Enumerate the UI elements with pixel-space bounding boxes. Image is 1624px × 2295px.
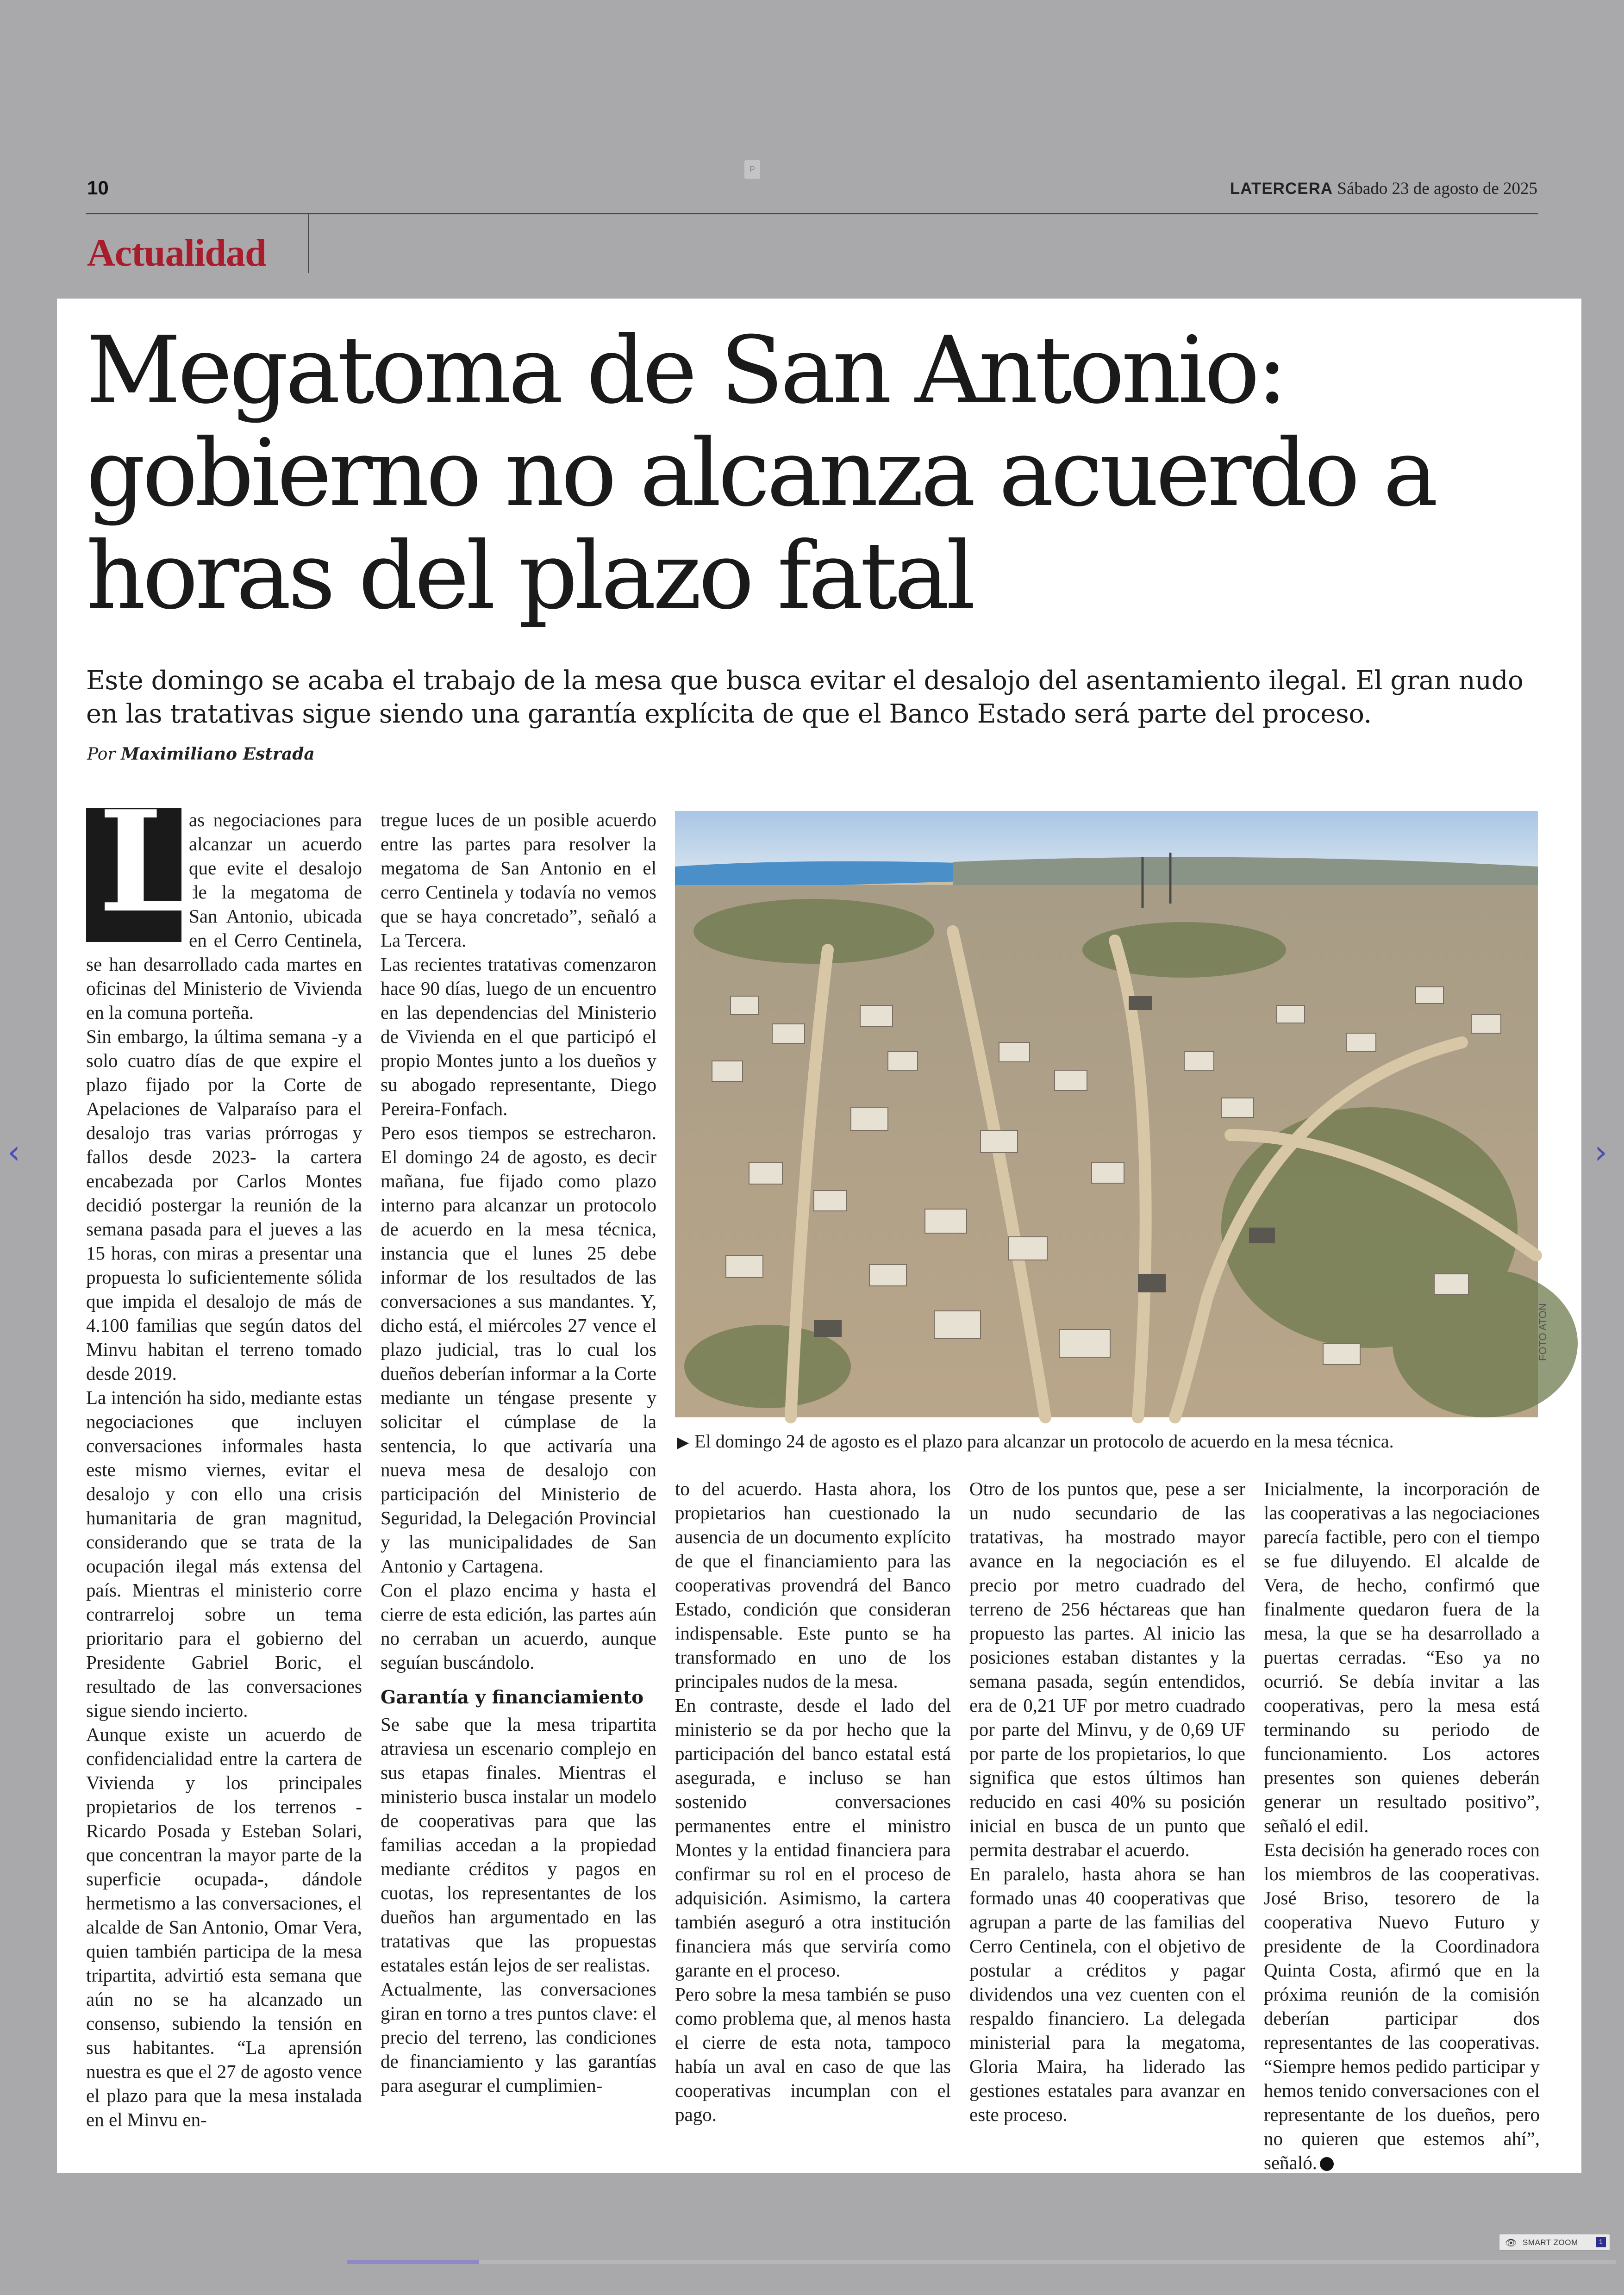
paragraph: Pero esos tiempos se estrecharon. El domingo 24 de agosto, es decir mañana, fue fijado como plazo interno para alcanzar un protocolo de acuerdo en la mesa técnica, instancia que el lunes 25 debe informar de los resultados de las conversaciones a sus mandantes. Y, dicho está, el miércoles 27 vence el plazo judicial, tras lo cual los dueños deberían informar a la Corte mediante un téngase presente y solicitar el cúmplase de la sentencia, lo que activaría una nueva mesa de desalojo con participación del Ministerio de Seguridad, la Delegación Provincial y las municipalidades de San Antonio y Cartagena.	[381, 1122, 656, 1577]
headline-line: gobierno no alcanza acuerdo a	[86, 419, 1435, 527]
paragraph: Con el plazo encima y hasta el cierre de esta edición, las partes aún no cerraban un acuerdo, aunque seguían buscándolo.	[381, 1579, 656, 1673]
paragraph: Se sabe que la mesa tripartita atraviesa un escenario complejo en sus etapas finales. Mientras el ministerio busca instalar un modelo de cooperativas para que las familias accedan a la propiedad mediante créditos y pagos en cuotas, los representantes de los dueños han argumentado en las tratativas que las propuestas estatales están lejos de ser realistas.	[381, 1714, 656, 1976]
smart-zoom-label: SMART ZOOM	[1523, 2238, 1578, 2247]
paragraph: L as negociaciones para alcanzar un acuerdo que evite el desalojo de la megatoma de San Antonio, ubicada en el Cerro Centinela, se han desarrollado cada martes en oficinas del Ministerio de Vivienda en la comuna porteña.	[86, 780, 362, 1023]
paragraph: Inicialmente, la incorporación de las cooperativas a las negociaciones parecía factible, pero con el tiempo se fue diluyendo. El alcalde de Vera, de hecho, confirmó que finalmente quedaron fuera de la mesa, la que se ha desarrollado a puertas cerradas. “Eso ya no ocurrió. Se debía invitar a las cooperativas, pero la mesa está terminando su periodo de funcionamiento. Los actores presentes son quienes deberán generar un resultado positivo”, señaló el edil.	[1264, 1478, 1540, 1836]
article-column-2	[381, 808, 656, 2097]
header-rule	[86, 213, 1538, 214]
issue-date: Sábado 23 de agosto de 2025	[1337, 179, 1537, 198]
paragraph: Otro de los puntos que, pese a ser un nudo secundario de las tratativas, ha mostrado mayor avance en la negociación es el precio por metro cuadrado del terreno de 256 héctareas que han propuesto las partes. Al inicio las posiciones estaban distantes y la semana pasada, según entendidos, era de 0,21 UF por metro cuadrado por parte del Minvu, y de 0,69 UF por parte de los propietarios, lo que significa que estos últimos han reducido en casi 40% su posición inicial en busca de un punto que permita destrabar el acuerdo.	[969, 1478, 1245, 1860]
next-page-button[interactable]: ›	[1594, 1133, 1607, 1171]
byline	[87, 744, 315, 764]
article-column-3	[675, 1477, 951, 2127]
section-divider	[308, 214, 309, 273]
paragraph: La intención ha sido, mediante estas negociaciones que incluyen conversaciones informales hasta este mismo viernes, evitar el desalojo y con ello una crisis humanitaria de gran magnitud, considerando que se trata de la ocupación ilegal más extensa del país. Mientras el ministerio corre contrarreloj sobre un tema prioritario para el gobierno del Presidente Gabriel Boric, el resultado de las conversaciones sigue siendo incierto.	[86, 1387, 362, 1721]
paragraph: Actualmente, las conversaciones giran en torno a tres puntos clave: el precio del terreno, las condiciones de financiamiento y las garantías para asegurar el cumplimien-	[381, 1978, 656, 2096]
eye-icon: 👁	[1505, 2238, 1517, 2248]
paragraph: En paralelo, hasta ahora se han formado unas 40 cooperativas que agrupan a parte de las familias del Cerro Centinela, con el objetivo de postular a créditos y pagar dividendos una vez cuenten con el respaldo financiero. La delegada ministerial para la megatoma, Gloria Maira, ha liderado las gestiones estatales para avanzar en este proceso.	[969, 1863, 1245, 2125]
byline-author: Maximiliano Estrada	[121, 744, 315, 764]
section-label: Actualidad	[87, 231, 266, 274]
smart-zoom-button[interactable]	[1499, 2234, 1610, 2251]
page-marker: P	[744, 160, 760, 179]
article-column-4	[969, 1477, 1245, 2127]
headline	[86, 319, 1544, 628]
subheading: Garantía y financiamiento	[381, 1687, 644, 1708]
previous-page-button[interactable]: ‹	[7, 1133, 20, 1171]
paragraph: Pero sobre la mesa también se puso como problema que, al menos hasta el cierre de esta nota, tampoco había un aval en caso de que las cooperativas incumplan con el pago.	[675, 1983, 951, 2125]
page-scrollbar-thumb[interactable]	[347, 2260, 479, 2264]
paragraph: Esta decisión ha generado roces con los miembros de las cooperativas. José Briso, tesorero de la cooperativa Nuevo Futuro y presidente de la Coordinadora Quinta Costa, afirmó que en la próxima reunión de la comisión deberían participar dos representantes de las cooperativas. “Siempre hemos pedido participar y hemos tenido conversaciones con el representante de los dueños, pero no quieren que estemos ahí”, señaló.	[1264, 1839, 1540, 2173]
masthead	[1230, 179, 1537, 199]
headline-line: Megatoma de San Antonio:	[86, 317, 1285, 424]
photo-credit: FOTO ATON	[1537, 1303, 1549, 1361]
byline-prefix: Por	[87, 745, 116, 764]
page-count-badge: 1	[1596, 2237, 1606, 2247]
end-mark-icon	[1320, 2157, 1334, 2171]
aerial-photo	[675, 811, 1538, 1417]
paragraph: Las recientes tratativas comenzaron hace 90 días, luego de un encuentro en las dependencias del Ministerio de Vivienda en el que participó el propio Montes junto a los dueños y su abogado representante, Diego Pereira-Fonfach.	[381, 954, 656, 1119]
brand-name: LATERCERA	[1230, 180, 1333, 198]
page-number: 10	[87, 177, 109, 199]
article-column-1	[86, 780, 362, 2132]
deck: Este domingo se acaba el trabajo de la mesa que busca evitar el desalojo del asentamiento ilegal. El gran nudo en las tratativas sigue siendo una garantía explícita de que el Banco Estado será parte del proceso.	[86, 666, 1524, 729]
paragraph: Sin embargo, la última semana -y a solo cuatro días de que expire el plazo fijado por la Corte de Apelaciones de Valparaíso para el desalojo tras varias prórrogas y fallos desde 2023- la cartera encabezada por Carlos Montes decidió postergar la reunión de la semana pasada para el jueves a las 15 horas, con miras a presentar una propuesta lo suficientemente sólida que impida el desalojo de más de 4.100 familias que según datos del Minvu habitan el terreno tomado desde 2019.	[86, 1026, 362, 1384]
page-scrollbar[interactable]	[347, 2260, 1616, 2264]
caption-triangle-icon: ▶	[677, 1434, 689, 1451]
paragraph: Aunque existe un acuerdo de confidencialidad entre la cartera de Vivienda y los principales propietarios de los terrenos -Ricardo Posada y Esteban Solari, que concentran la mayor parte de la superficie ocupada-, dándole hermetismo a las conversaciones, el alcalde de San Antonio, Omar Vera, quien también participa de la mesa tripartita, advirtió esta semana que aún no se ha alcanzado un consenso, subiendo la tensión en sus habitantes. “La aprensión nuestra es que el 27 de agosto vence el plazo para que la mesa instalada en el Minvu en-	[86, 1724, 362, 2130]
paragraph: En contraste, desde el lado del ministerio se da por hecho que la participación del banco estatal está asegurada, e incluso se han sostenido conversaciones permanentes entre el ministro Montes y la entidad financiera para confirmar su rol en el proceso de adquisición. Asimismo, la cartera también aseguró a otra institución financiera más que serviría como garante en el proceso.	[675, 1695, 951, 1981]
drop-cap: L	[86, 808, 181, 942]
paragraph: tregue luces de un posible acuerdo entre las partes para resolver la megatoma de San Antonio en el cerro Centinela y todavía no vemos que se haya concretado”, señaló a La Tercera.	[381, 809, 656, 951]
headline-line: horas del plazo fatal	[86, 522, 973, 630]
article-column-5	[1264, 1477, 1540, 2175]
paragraph: to del acuerdo. Hasta ahora, los propietarios han cuestionado la ausencia de un documento explícito de que el financiamiento para las cooperativas provendrá del Banco Estado, condición que consideran indispensable. Este punto se ha transformado en uno de los principales nudos de la mesa.	[675, 1478, 951, 1692]
photo-caption: ▶ El domingo 24 de agosto es el plazo para alcanzar un protocolo de acuerdo en la mesa técnica.	[677, 1431, 1394, 1452]
